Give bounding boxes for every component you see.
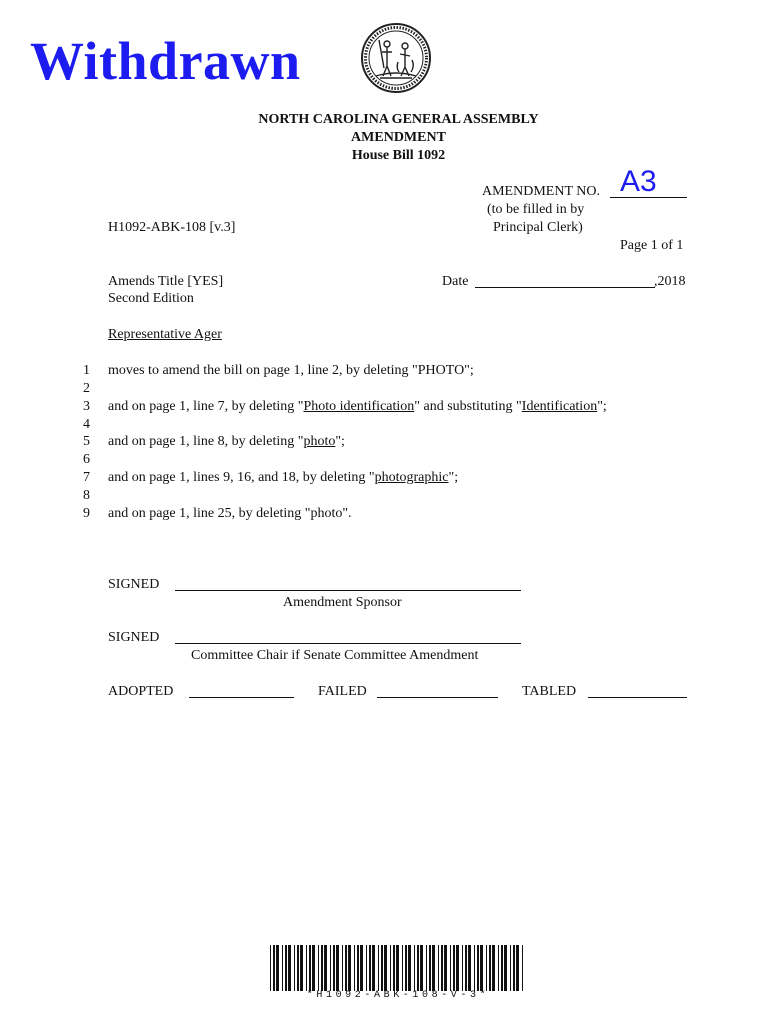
state-seal-icon <box>360 22 432 94</box>
line-number: 2 <box>83 381 90 396</box>
tabled-label: TABLED <box>522 684 577 699</box>
line-number: 1 <box>83 363 90 378</box>
signed-label-1: SIGNED <box>108 577 160 592</box>
body-line-9: and on page 1, line 25, by deleting "photo". <box>108 506 352 521</box>
committee-caption: Committee Chair if Senate Committee Amendment <box>191 648 479 663</box>
line-number: 9 <box>83 506 90 521</box>
amendment-no-label: AMENDMENT NO. <box>482 184 600 199</box>
body-line-3: and on page 1, line 7, by deleting "Photo identification" and substituting "Identification"; <box>108 399 607 414</box>
edition: Second Edition <box>108 291 194 306</box>
date-year: ,2018 <box>654 274 686 289</box>
bill-number-heading: House Bill 1092 <box>351 148 446 163</box>
signed-label-2: SIGNED <box>108 630 160 645</box>
signature-line-1 <box>175 590 521 591</box>
tabled-line <box>588 697 687 698</box>
signature-line-2 <box>175 643 521 644</box>
withdrawn-watermark: Withdrawn <box>30 31 301 91</box>
amendment-number: A3 <box>620 165 657 198</box>
body-line-5: and on page 1, line 8, by deleting "photo"; <box>108 434 345 449</box>
date-line <box>475 287 655 288</box>
sponsor-caption: Amendment Sponsor <box>283 595 402 610</box>
assembly-heading: NORTH CAROLINA GENERAL ASSEMBLY <box>258 112 539 127</box>
representative: Representative Ager <box>108 327 222 342</box>
body-line-1: moves to amend the bill on page 1, line 2, by deleting "PHOTO"; <box>108 363 474 378</box>
clerk-note-line2: Principal Clerk) <box>493 220 583 235</box>
line-number: 5 <box>83 434 90 449</box>
line-number: 4 <box>83 417 90 432</box>
failed-line <box>377 697 498 698</box>
barcode-text: *H1092-ABK-108-V-3* <box>306 990 490 1001</box>
line-number: 7 <box>83 470 90 485</box>
adopted-label: ADOPTED <box>108 684 174 699</box>
amends-title: Amends Title [YES] <box>108 274 224 289</box>
amendment-heading: AMENDMENT <box>351 130 446 145</box>
line-number: 3 <box>83 399 90 414</box>
page-count: Page 1 of 1 <box>620 238 684 253</box>
adopted-line <box>189 697 294 698</box>
failed-label: FAILED <box>318 684 367 699</box>
line-number: 6 <box>83 452 90 467</box>
line-number: 8 <box>83 488 90 503</box>
date-label: Date <box>442 274 469 289</box>
clerk-note-line1: (to be filled in by <box>487 202 585 217</box>
barcode <box>270 945 525 991</box>
body-line-7: and on page 1, lines 9, 16, and 18, by deleting "photographic"; <box>108 470 459 485</box>
document-id: H1092-ABK-108 [v.3] <box>108 220 236 235</box>
